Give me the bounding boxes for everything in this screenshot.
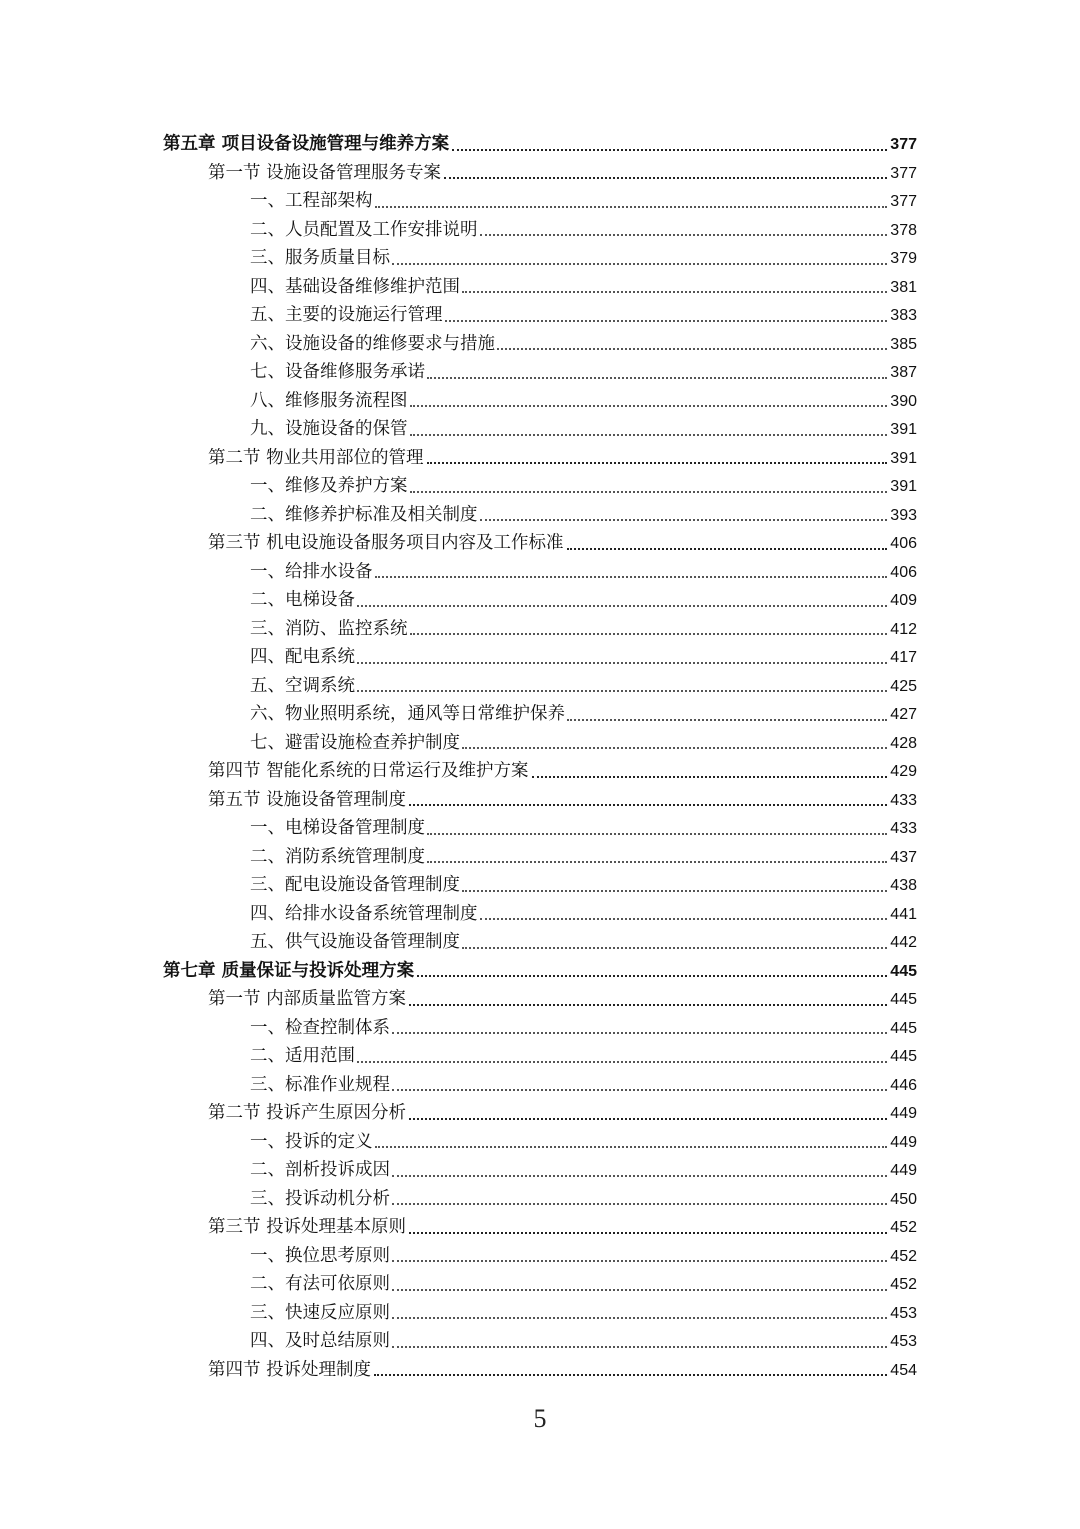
toc-subsection-entry[interactable] bbox=[163, 1242, 917, 1271]
toc-section-entry[interactable] bbox=[163, 529, 917, 558]
toc-entry-page: 406 bbox=[890, 535, 917, 552]
toc-entry-title: 七、设备维修服务承诺 bbox=[250, 362, 425, 382]
toc-entry-title: 第四节 智能化系统的日常运行及维护方案 bbox=[208, 761, 529, 781]
toc-entry-page: 393 bbox=[890, 506, 917, 524]
toc-dot-leader bbox=[427, 860, 887, 863]
toc-subsection-entry[interactable] bbox=[163, 1185, 917, 1214]
toc-entry-title: 三、服务质量目标 bbox=[250, 248, 390, 268]
toc-entry-page: 387 bbox=[890, 364, 917, 381]
toc-entry-page: 385 bbox=[890, 335, 917, 353]
toc-entry-title: 第一节 内部质量监管方案 bbox=[208, 989, 407, 1009]
toc-dot-leader bbox=[375, 205, 888, 208]
toc-dot-leader bbox=[357, 661, 887, 664]
toc-entry-page: 445 bbox=[890, 1019, 917, 1037]
toc-entry-page: 383 bbox=[890, 307, 917, 324]
toc-dot-leader bbox=[445, 319, 888, 322]
toc-entry-title: 三、投诉动机分析 bbox=[250, 1188, 390, 1209]
page-number: 5 bbox=[533, 1404, 547, 1433]
toc-entry-page: 391 bbox=[890, 478, 917, 495]
toc-subsection-entry[interactable] bbox=[163, 1128, 917, 1157]
table-of-contents bbox=[163, 130, 917, 1384]
toc-dot-leader bbox=[410, 433, 888, 436]
toc-dot-leader bbox=[392, 1259, 887, 1262]
toc-entry-title: 一、给排水设备 bbox=[250, 561, 373, 582]
toc-entry-title: 三、消防、监控系统 bbox=[250, 618, 408, 639]
toc-dot-leader bbox=[567, 718, 887, 721]
toc-entry-title: 四、配电系统 bbox=[250, 647, 355, 667]
toc-subsection-entry[interactable] bbox=[163, 1014, 917, 1043]
toc-entry-page: 438 bbox=[890, 877, 917, 894]
toc-subsection-entry[interactable] bbox=[163, 928, 917, 957]
toc-dot-leader bbox=[427, 376, 887, 379]
toc-entry-page: 377 bbox=[890, 164, 917, 182]
toc-subsection-entry[interactable] bbox=[163, 729, 917, 758]
toc-entry-page: 406 bbox=[890, 563, 917, 581]
toc-entry-title: 第五章 项目设备设施管理与维养方案 bbox=[163, 134, 450, 154]
toc-section-entry[interactable] bbox=[163, 444, 917, 473]
toc-entry-title: 第五节 设施设备管理制度 bbox=[208, 789, 407, 810]
toc-entry-title: 第二节 物业共用部位的管理 bbox=[208, 447, 424, 468]
toc-subsection-entry[interactable] bbox=[163, 643, 917, 672]
toc-entry-title: 第二节 投诉产生原因分析 bbox=[208, 1103, 407, 1123]
toc-dot-leader bbox=[480, 917, 888, 920]
toc-dot-leader bbox=[357, 604, 887, 607]
toc-entry-page: 377 bbox=[890, 193, 917, 210]
toc-entry-title: 七、避雷设施检查养护制度 bbox=[250, 732, 460, 753]
toc-entry-title: 一、换位思考原则 bbox=[250, 1245, 390, 1266]
toc-subsection-entry[interactable] bbox=[163, 843, 917, 872]
toc-dot-leader bbox=[480, 518, 888, 521]
toc-dot-leader bbox=[462, 746, 887, 749]
toc-subsection-entry[interactable] bbox=[163, 615, 917, 644]
toc-entry-page: 429 bbox=[890, 763, 917, 780]
toc-subsection-entry[interactable] bbox=[163, 1299, 917, 1328]
toc-entry-title: 三、配电设施设备管理制度 bbox=[250, 875, 460, 895]
toc-entry-page: 449 bbox=[890, 1162, 917, 1179]
toc-entry-title: 五、供气设施设备管理制度 bbox=[250, 932, 460, 952]
toc-subsection-entry[interactable] bbox=[163, 244, 917, 273]
toc-entry-title: 一、维修及养护方案 bbox=[250, 476, 408, 496]
toc-subsection-entry[interactable] bbox=[163, 501, 917, 530]
toc-dot-leader bbox=[392, 1202, 887, 1205]
toc-entry-title: 六、物业照明系统，通风等日常维护保养 bbox=[250, 704, 565, 724]
toc-subsection-entry[interactable] bbox=[163, 1042, 917, 1071]
toc-entry-page: 452 bbox=[890, 1247, 917, 1265]
toc-section-entry[interactable] bbox=[163, 757, 917, 786]
toc-subsection-entry[interactable] bbox=[163, 330, 917, 359]
toc-dot-leader bbox=[409, 1003, 887, 1006]
toc-subsection-entry[interactable] bbox=[163, 558, 917, 587]
toc-dot-leader bbox=[392, 1031, 887, 1034]
toc-entry-page: 441 bbox=[890, 905, 917, 923]
toc-section-entry[interactable] bbox=[163, 1099, 917, 1128]
toc-entry-page: 445 bbox=[890, 962, 917, 980]
toc-dot-leader bbox=[462, 946, 887, 949]
toc-subsection-entry[interactable] bbox=[163, 586, 917, 615]
toc-dot-leader bbox=[427, 832, 887, 835]
toc-dot-leader bbox=[497, 347, 887, 350]
toc-entry-page: 433 bbox=[890, 791, 917, 809]
toc-subsection-entry[interactable] bbox=[163, 358, 917, 387]
toc-dot-leader bbox=[409, 803, 887, 806]
toc-dot-leader bbox=[409, 1231, 887, 1234]
toc-dot-leader bbox=[480, 233, 888, 236]
toc-entry-page: 377 bbox=[890, 136, 917, 153]
toc-entry-page: 445 bbox=[890, 991, 917, 1008]
toc-entry-title: 二、人员配置及工作安排说明 bbox=[250, 219, 478, 240]
toc-subsection-entry[interactable] bbox=[163, 1156, 917, 1185]
toc-dot-leader bbox=[392, 1288, 887, 1291]
toc-entry-title: 五、空调系统 bbox=[250, 675, 355, 696]
toc-entry-title: 二、剖析投诉成因 bbox=[250, 1160, 390, 1180]
toc-entry-title: 第四节 投诉处理制度 bbox=[208, 1359, 372, 1380]
toc-entry-title: 二、适用范围 bbox=[250, 1046, 355, 1066]
toc-dot-leader bbox=[409, 1117, 887, 1120]
toc-chapter-entry[interactable] bbox=[163, 130, 917, 159]
toc-dot-leader bbox=[417, 974, 887, 977]
toc-entry-page: 379 bbox=[890, 250, 917, 267]
toc-section-entry[interactable] bbox=[163, 1356, 917, 1385]
toc-dot-leader bbox=[357, 689, 887, 692]
toc-dot-leader bbox=[444, 176, 887, 179]
toc-dot-leader bbox=[410, 632, 888, 635]
toc-entry-title: 二、维修养护标准及相关制度 bbox=[250, 504, 478, 525]
toc-entry-title: 五、主要的设施运行管理 bbox=[250, 305, 443, 325]
toc-entry-title: 第三节 投诉处理基本原则 bbox=[208, 1217, 407, 1237]
toc-entry-title: 第一节 设施设备管理服务专案 bbox=[208, 162, 442, 183]
toc-entry-title: 二、电梯设备 bbox=[250, 590, 355, 610]
toc-entry-page: 417 bbox=[890, 649, 917, 666]
toc-entry-page: 428 bbox=[890, 734, 917, 752]
toc-entry-page: 425 bbox=[890, 677, 917, 695]
toc-dot-leader bbox=[532, 775, 888, 778]
toc-entry-page: 437 bbox=[890, 848, 917, 866]
toc-dot-leader bbox=[452, 148, 887, 151]
toc-dot-leader bbox=[462, 290, 887, 293]
toc-entry-page: 391 bbox=[890, 449, 917, 467]
toc-entry-page: 449 bbox=[890, 1105, 917, 1122]
toc-entry-page: 454 bbox=[890, 1361, 917, 1379]
toc-entry-title: 二、有法可依原则 bbox=[250, 1274, 390, 1294]
toc-entry-page: 442 bbox=[890, 934, 917, 951]
toc-dot-leader bbox=[375, 575, 888, 578]
toc-entry-page: 427 bbox=[890, 706, 917, 723]
toc-section-entry[interactable] bbox=[163, 1213, 917, 1242]
toc-section-entry[interactable] bbox=[163, 786, 917, 815]
toc-entry-page: 453 bbox=[890, 1304, 917, 1322]
toc-entry-title: 第七章 质量保证与投诉处理方案 bbox=[163, 960, 415, 981]
toc-subsection-entry[interactable] bbox=[163, 1327, 917, 1356]
toc-entry-title: 六、设施设备的维修要求与措施 bbox=[250, 333, 495, 354]
toc-dot-leader bbox=[410, 404, 888, 407]
toc-entry-title: 八、维修服务流程图 bbox=[250, 390, 408, 411]
toc-entry-title: 二、消防系统管理制度 bbox=[250, 846, 425, 867]
toc-dot-leader bbox=[392, 262, 887, 265]
toc-dot-leader bbox=[410, 490, 888, 493]
toc-subsection-entry[interactable] bbox=[163, 273, 917, 302]
toc-entry-page: 390 bbox=[890, 392, 917, 410]
toc-entry-page: 378 bbox=[890, 221, 917, 239]
toc-subsection-entry[interactable] bbox=[163, 415, 917, 444]
toc-dot-leader bbox=[427, 461, 888, 464]
toc-entry-page: 449 bbox=[890, 1133, 917, 1151]
toc-entry-title: 一、投诉的定义 bbox=[250, 1131, 373, 1152]
toc-section-entry[interactable] bbox=[163, 985, 917, 1014]
toc-dot-leader bbox=[392, 1316, 887, 1319]
toc-subsection-entry[interactable] bbox=[163, 216, 917, 245]
toc-entry-page: 453 bbox=[890, 1333, 917, 1350]
toc-entry-title: 九、设施设备的保管 bbox=[250, 419, 408, 439]
toc-entry-page: 445 bbox=[890, 1048, 917, 1065]
toc-entry-page: 433 bbox=[890, 820, 917, 837]
toc-subsection-entry[interactable] bbox=[163, 1270, 917, 1299]
toc-entry-page: 450 bbox=[890, 1190, 917, 1208]
toc-dot-leader bbox=[374, 1373, 887, 1376]
toc-entry-title: 第三节 机电设施设备服务项目内容及工作标准 bbox=[208, 533, 564, 553]
toc-subsection-entry[interactable] bbox=[163, 814, 917, 843]
toc-subsection-entry[interactable] bbox=[163, 301, 917, 330]
toc-entry-title: 四、给排水设备系统管理制度 bbox=[250, 903, 478, 924]
toc-dot-leader bbox=[462, 889, 887, 892]
toc-entry-page: 381 bbox=[890, 278, 917, 296]
toc-subsection-entry[interactable] bbox=[163, 387, 917, 416]
toc-dot-leader bbox=[567, 547, 888, 550]
toc-entry-page: 452 bbox=[890, 1219, 917, 1236]
toc-subsection-entry[interactable] bbox=[163, 871, 917, 900]
toc-subsection-entry[interactable] bbox=[163, 1071, 917, 1100]
toc-entry-page: 391 bbox=[890, 421, 917, 438]
toc-entry-title: 四、基础设备维修维护范围 bbox=[250, 276, 460, 297]
toc-entry-page: 446 bbox=[890, 1076, 917, 1094]
toc-subsection-entry[interactable] bbox=[163, 472, 917, 501]
toc-entry-title: 三、快速反应原则 bbox=[250, 1302, 390, 1323]
toc-entry-title: 三、标准作业规程 bbox=[250, 1074, 390, 1095]
toc-subsection-entry[interactable] bbox=[163, 700, 917, 729]
toc-subsection-entry[interactable] bbox=[163, 900, 917, 929]
toc-entry-title: 一、工程部架构 bbox=[250, 191, 373, 211]
toc-dot-leader bbox=[375, 1145, 888, 1148]
toc-dot-leader bbox=[357, 1060, 887, 1063]
toc-section-entry[interactable] bbox=[163, 159, 917, 188]
toc-entry-page: 412 bbox=[890, 620, 917, 638]
toc-entry-page: 452 bbox=[890, 1276, 917, 1293]
toc-dot-leader bbox=[392, 1345, 887, 1348]
toc-entry-title: 一、电梯设备管理制度 bbox=[250, 818, 425, 838]
toc-dot-leader bbox=[392, 1088, 887, 1091]
toc-entry-title: 四、及时总结原则 bbox=[250, 1331, 390, 1351]
toc-subsection-entry[interactable] bbox=[163, 672, 917, 701]
toc-entry-page: 409 bbox=[890, 592, 917, 609]
toc-subsection-entry[interactable] bbox=[163, 187, 917, 216]
toc-dot-leader bbox=[392, 1174, 887, 1177]
toc-chapter-entry[interactable] bbox=[163, 957, 917, 986]
toc-entry-title: 一、检查控制体系 bbox=[250, 1017, 390, 1038]
